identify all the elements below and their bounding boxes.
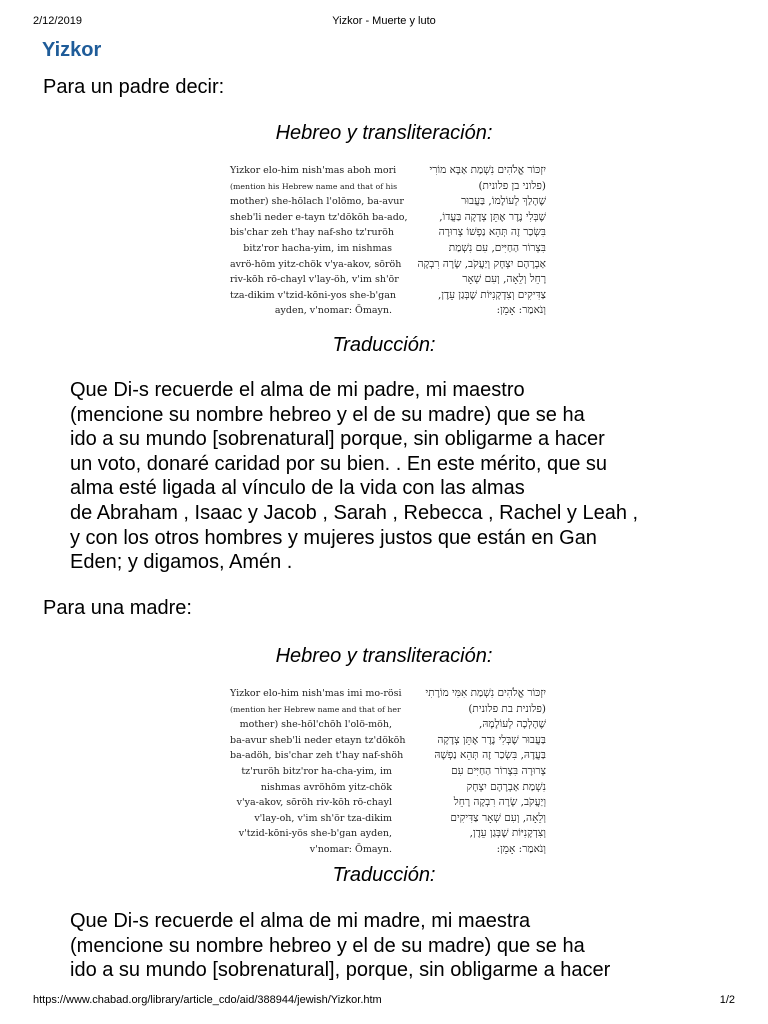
hebrew-line: שֶׁהָלְכָה לְעוֹלָמָהּ, bbox=[479, 718, 546, 731]
hebrew-line: בַּעֲדָהּ, בִּשְׂכַר זֶה תְּהֵא נַפְשָׁהּ bbox=[434, 749, 546, 762]
father-hebrew-column bbox=[398, 163, 546, 319]
hebrew-line: צְרוּרָה בִּצְרוֹר הַחַיִּים עִם bbox=[451, 764, 546, 777]
hebrew-line: וְלֵאָה, וְעִם שְׁאָר צַדִּיקִים bbox=[450, 811, 546, 824]
father-translit-column bbox=[230, 163, 408, 319]
hebrew-line: וְצִדְקָנִיּוֹת שֶׁבְּגַן עֵדֶן, bbox=[469, 827, 546, 840]
mother-hebrew-column bbox=[398, 686, 546, 858]
father-translation-text: Que Di-s recuerde el alma de mi padre, mi maestro (mencione su nombre hebreo y el de su madre) que se ha ido a su mundo [sobrenatural] porque, sin obligarme a hacer un voto, donaré caridad por su bien. . En este mérito, que su alma esté ligada al vínculo de la vida con las almas de Abraham , Isaac y Jacob , Sarah , Rebecca , Rachel y Leah , y con los otros hombres y mujeres justos que están en Gan Eden; y digamos, Amén . bbox=[70, 379, 639, 574]
father-translation-heading: Traducción: bbox=[332, 334, 436, 356]
translit-line: (mention her Hebrew name and that of her bbox=[230, 704, 401, 714]
hebrew-line: נִשְׁמַת אַבְרָהָם יִצְחָק bbox=[466, 780, 546, 793]
translit-line: v'tzid-kōni-yös she-b'gan ayden, bbox=[238, 828, 392, 840]
translit-line: mother) she-hōlach l'olōmo, ba-avur bbox=[230, 196, 404, 208]
mother-translit-column bbox=[230, 686, 406, 858]
hebrew-line: צַדִּיקִים וְצִדְקָנִיּוֹת שֶׁבְּגַן עֵדֶן, bbox=[438, 288, 546, 301]
translit-line: avrö-hōm yitz-chök v'ya-akov, sōröh bbox=[230, 258, 402, 270]
mother-translation-heading: Traducción: bbox=[332, 864, 436, 886]
hebrew-line: יִזְכּוֹר אֱלֹהִים נִשְׁמַת אַבָּא מוֹרִי bbox=[429, 164, 546, 176]
translit-line: sheb'li neder e-tayn tz'dōkōh ba-ado, bbox=[230, 211, 408, 223]
print-footer bbox=[33, 994, 735, 1010]
mother-translation-text: Que Di-s recuerde el alma de mi madre, mi maestra (mencione su nombre hebreo y el de su madre) que se ha ido a su mundo [sobrenatural], porque, sin obligarme a hacer bbox=[70, 910, 611, 982]
translit-line: Yizkor elo-him nish'mas imi mo-rösi bbox=[230, 688, 402, 699]
print-page-number: 1/2 bbox=[719, 994, 735, 1006]
translit-line: riv-kōh rō-chayl v'lay-öh, v'im sh'ōr bbox=[230, 274, 399, 286]
translit-line: mother) she-hōl'chōh l'olö-möh, bbox=[239, 719, 392, 731]
hebrew-line: (פלונית בת פלונית) bbox=[468, 702, 546, 715]
print-url: https://www.chabad.org/library/article_cdo/aid/388944/jewish/Yizkor.htm bbox=[33, 994, 382, 1006]
translit-line: ba-adöh, bis'char zeh t'hay naf-shöh bbox=[230, 750, 404, 762]
print-header bbox=[33, 15, 735, 31]
mother-prayer-image bbox=[230, 686, 550, 855]
hebrew-line: וְיַעֲקֹב, שָׂרָה רִבְקָה רָחֵל bbox=[453, 796, 546, 809]
mother-lead: Para una madre: bbox=[43, 597, 192, 619]
translit-line: v'ya-akov, sōröh riv-kōh rō-chayl bbox=[236, 797, 392, 809]
hebrew-line: שֶׁהָלַךְ לְעוֹלָמוֹ, בַּעֲבוּר bbox=[461, 195, 546, 208]
translit-line: ba-avur sheb'li neder etayn tz'dökōh bbox=[230, 734, 406, 746]
father-prayer-image bbox=[230, 163, 550, 323]
hebrew-line: רָחֵל וְלֵאָה, וְעִם שְׁאָר bbox=[462, 273, 546, 286]
hebrew-line: שֶׁבְּלִי נֶדֶר אֶתֵּן צְדָקָה בַּעֲדוֹ, bbox=[439, 210, 546, 223]
translit-line: (mention his Hebrew name and that of his bbox=[230, 181, 398, 191]
print-date: 2/12/2019 bbox=[33, 15, 82, 27]
hebrew-line: אַבְרָהָם יִצְחָק וְיַעֲקֹב, שָׂרָה רִבְקָה bbox=[417, 257, 546, 270]
translit-line: v'nomar: Ōmayn. bbox=[309, 843, 392, 855]
father-hebrew-heading: Hebreo y transliteración: bbox=[275, 122, 493, 144]
page-title: Yizkor bbox=[42, 39, 102, 61]
mother-hebrew-heading: Hebreo y transliteración: bbox=[275, 645, 493, 667]
translit-line: nishmas avröhōm yitz-chök bbox=[260, 781, 392, 793]
hebrew-line: יִזְכּוֹר אֱלֹהִים נִשְׁמַת אִמִּי מוֹרָתִי bbox=[425, 687, 546, 699]
father-lead: Para un padre decir: bbox=[43, 76, 225, 98]
hebrew-line: בִּצְרוֹר הַחַיִּים, עִם נִשְׁמַת bbox=[448, 241, 546, 254]
translit-line: tz'ruröh bitz'ror ha-cha-yim, im bbox=[241, 765, 392, 777]
translit-line: bis'char zeh t'hay naf-sho tz'ruröh bbox=[230, 227, 395, 239]
print-page-title: Yizkor - Muerte y luto bbox=[332, 15, 436, 27]
translit-line: tza-dikim v'tzid-kōni-yos she-b'gan bbox=[230, 289, 396, 301]
translit-line: Yizkor elo-him nish'mas aboh mori bbox=[230, 165, 397, 176]
hebrew-line: וְנֹאמַר: אָמֵן: bbox=[496, 304, 546, 317]
hebrew-line: בִּשְׂכַר זֶה תְּהֵא נַפְשׁוֹ צְרוּרָה bbox=[438, 226, 546, 239]
hebrew-line: בַּעֲבוּר שֶׁבְּלִי נֶדֶר אֶתֵּן צְדָקָה bbox=[437, 733, 546, 746]
translit-line: v'lay-oh, v'im sh'ör tza-dikim bbox=[254, 812, 392, 824]
hebrew-line: (פלוני בן פלונית) bbox=[478, 179, 546, 192]
hebrew-line: וְנֹאמַר: אָמֵן: bbox=[496, 842, 546, 855]
translit-line: ayden, v'nomar: Ōmayn. bbox=[274, 305, 392, 317]
translit-line: bitz'ror hacha-yim, im nishmas bbox=[243, 242, 392, 254]
